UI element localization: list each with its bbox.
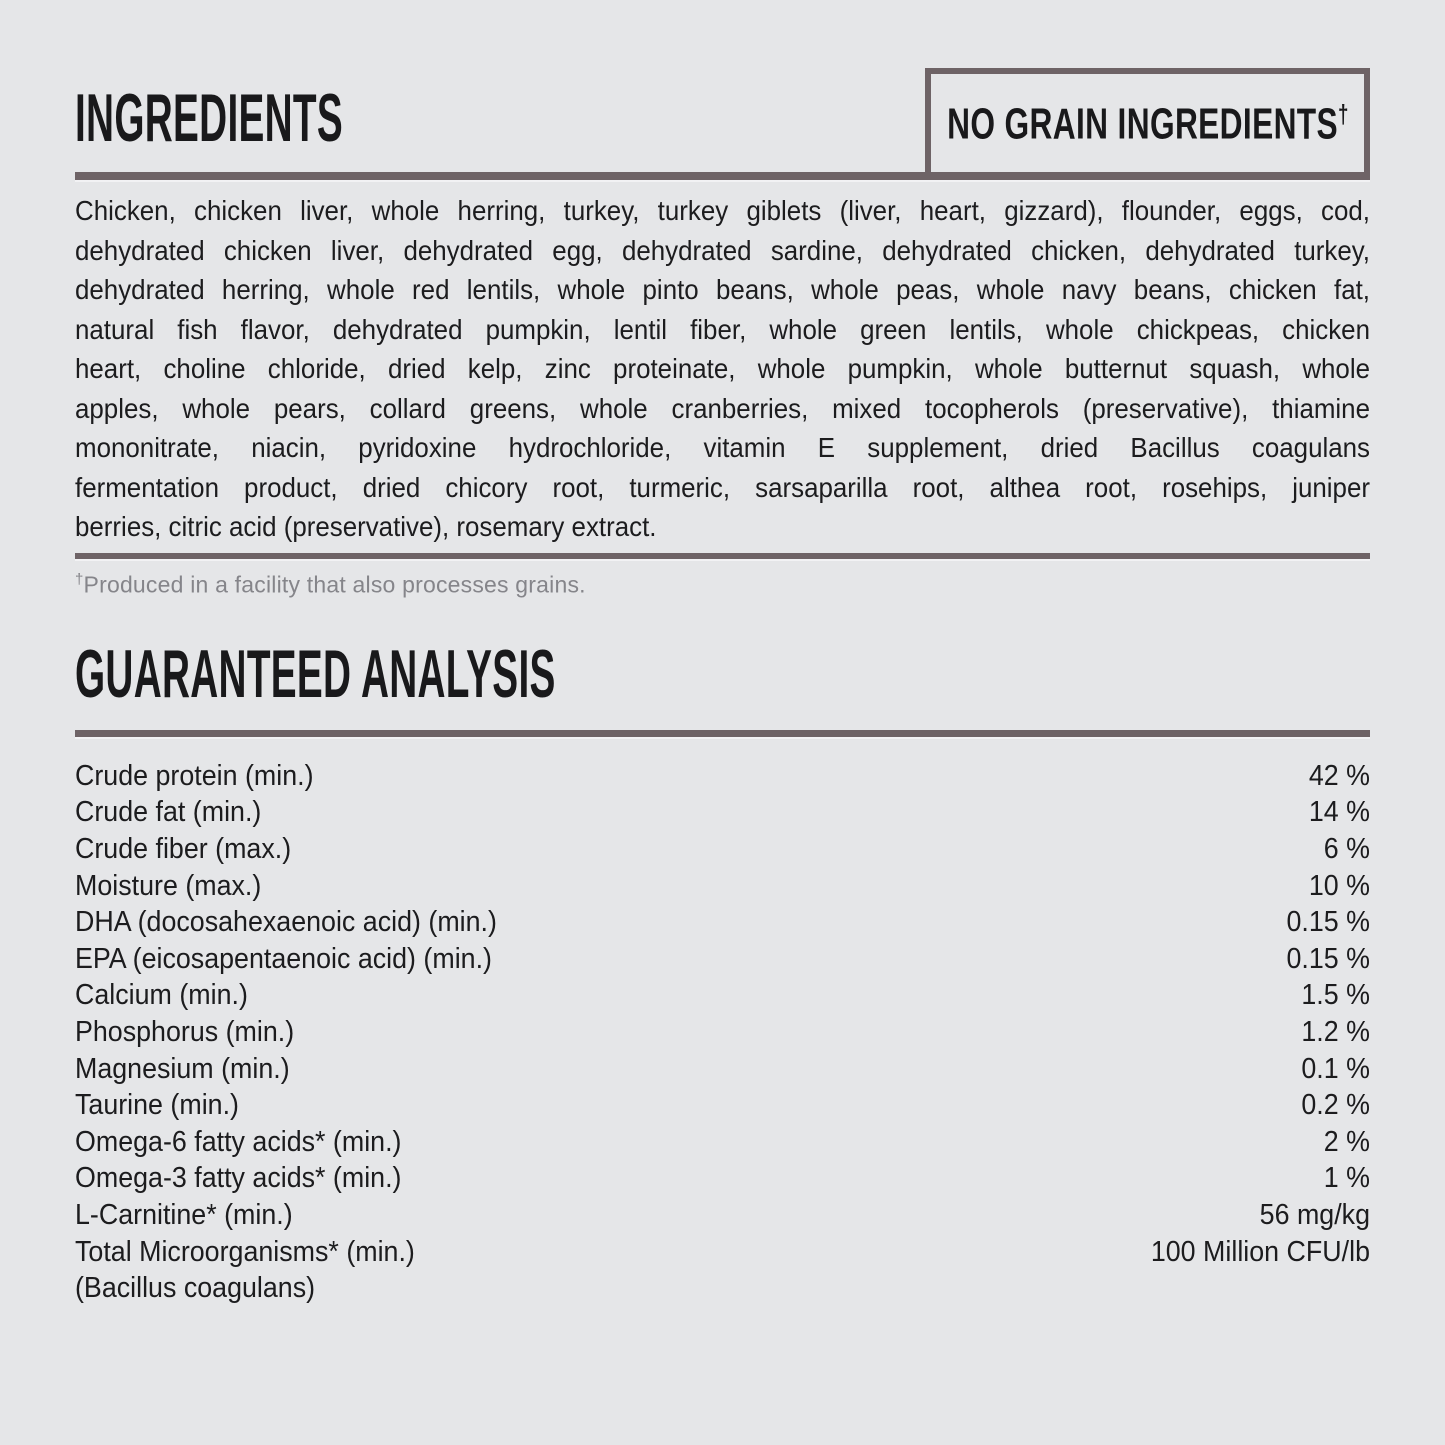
analysis-label: Crude protein (min.) (75, 759, 314, 792)
divider-guaranteed-analysis (75, 730, 1370, 737)
footnote-text: Produced in a facility that also processes grains. (83, 571, 586, 598)
analysis-label: Omega-3 fatty acids* (min.) (75, 1162, 402, 1195)
analysis-label: Magnesium (min.) (75, 1052, 290, 1085)
analysis-value: 1 % (1323, 1162, 1370, 1195)
ingredients-line: apples, whole pears, collard greens, whole cranberries, mixed tocopherols (preservative), thiamine (75, 392, 1370, 424)
analysis-value: 10 % (1308, 869, 1370, 902)
analysis-label: Calcium (min.) (75, 979, 248, 1012)
analysis-row (75, 758, 1370, 795)
divider-ingredients-top (75, 172, 1370, 180)
analysis-row (75, 1270, 1370, 1307)
ingredients-section-title: INGREDIENTS (75, 80, 344, 156)
analysis-label: (Bacillus coagulans) (75, 1272, 316, 1305)
ingredients-line: mononitrate, niacin, pyridoxine hydrochloride, vitamin E supplement, dried Bacillus coagulans (75, 432, 1370, 463)
no-grain-badge (925, 68, 1370, 180)
grain-facility-footnote (75, 571, 586, 599)
ingredients-text (75, 191, 1370, 547)
analysis-row (75, 941, 1370, 978)
dagger-marker: † (1337, 98, 1349, 129)
ingredients-line: dehydrated chicken liver, dehydrated egg, dehydrated sardine, dehydrated chicken, dehydrated turkey, (75, 234, 1370, 266)
analysis-label: DHA (docosahexaenoic acid) (min.) (75, 906, 497, 939)
analysis-value: 14 % (1308, 796, 1370, 829)
analysis-value: 0.2 % (1301, 1089, 1370, 1122)
analysis-value: 1.5 % (1301, 979, 1370, 1012)
analysis-value: 1.2 % (1301, 1015, 1370, 1048)
analysis-row (75, 978, 1370, 1015)
divider-ingredients-bottom (75, 553, 1370, 559)
analysis-label: Omega-6 fatty acids* (min.) (75, 1125, 402, 1158)
analysis-label: Phosphorus (min.) (75, 1015, 295, 1048)
analysis-row (75, 904, 1370, 941)
analysis-row (75, 1124, 1370, 1161)
dagger-marker: † (75, 571, 84, 588)
ingredients-line: fermentation product, dried chicory root, turmeric, sarsaparilla root, althea root, rosehips, juniper (75, 471, 1370, 503)
analysis-row (75, 1087, 1370, 1124)
no-grain-badge-label: NO GRAIN INGREDIENTS (946, 99, 1338, 149)
analysis-row (75, 795, 1370, 832)
analysis-value: 100 Million CFU/lb (1150, 1235, 1370, 1268)
analysis-label: Crude fiber (max.) (75, 832, 292, 865)
analysis-value: 2 % (1323, 1125, 1370, 1158)
analysis-label: EPA (eicosapentaenoic acid) (min.) (75, 942, 492, 975)
ingredients-line: natural fish flavor, dehydrated pumpkin, lentil fiber, whole green lentils, whole chickpeas, chicken (75, 313, 1370, 345)
analysis-row (75, 868, 1370, 905)
no-grain-badge-text (947, 99, 1349, 150)
analysis-value: 0.15 % (1286, 906, 1370, 939)
guaranteed-analysis-section-title: GUARANTEED ANALYSIS (75, 636, 556, 712)
analysis-row (75, 831, 1370, 868)
ingredients-line: berries, citric acid (preservative), rosemary extract. (75, 511, 657, 542)
analysis-table (75, 758, 1370, 1307)
ingredients-line: Chicken, chicken liver, whole herring, turkey, turkey giblets (liver, heart, gizzard), flounder, eggs, cod, (75, 195, 1370, 226)
analysis-value: 6 % (1323, 832, 1370, 865)
analysis-row (75, 1014, 1370, 1051)
analysis-value: 0.1 % (1301, 1052, 1370, 1085)
ingredients-line: heart, choline chloride, dried kelp, zinc proteinate, whole pumpkin, whole butternut squash, whole (75, 353, 1370, 384)
analysis-label: L-Carnitine* (min.) (75, 1198, 293, 1231)
ingredients-line: dehydrated herring, whole red lentils, whole pinto beans, whole peas, whole navy beans, chicken fat, (75, 274, 1370, 305)
analysis-label: Crude fat (min.) (75, 796, 262, 829)
analysis-row (75, 1051, 1370, 1088)
analysis-value: 56 mg/kg (1259, 1198, 1370, 1231)
analysis-row (75, 1234, 1370, 1271)
analysis-row (75, 1161, 1370, 1198)
analysis-value: 42 % (1308, 759, 1370, 792)
analysis-row (75, 1197, 1370, 1234)
analysis-value: 0.15 % (1286, 942, 1370, 975)
analysis-label: Moisture (max.) (75, 869, 262, 902)
analysis-label: Total Microorganisms* (min.) (75, 1235, 415, 1268)
analysis-label: Taurine (min.) (75, 1089, 239, 1122)
